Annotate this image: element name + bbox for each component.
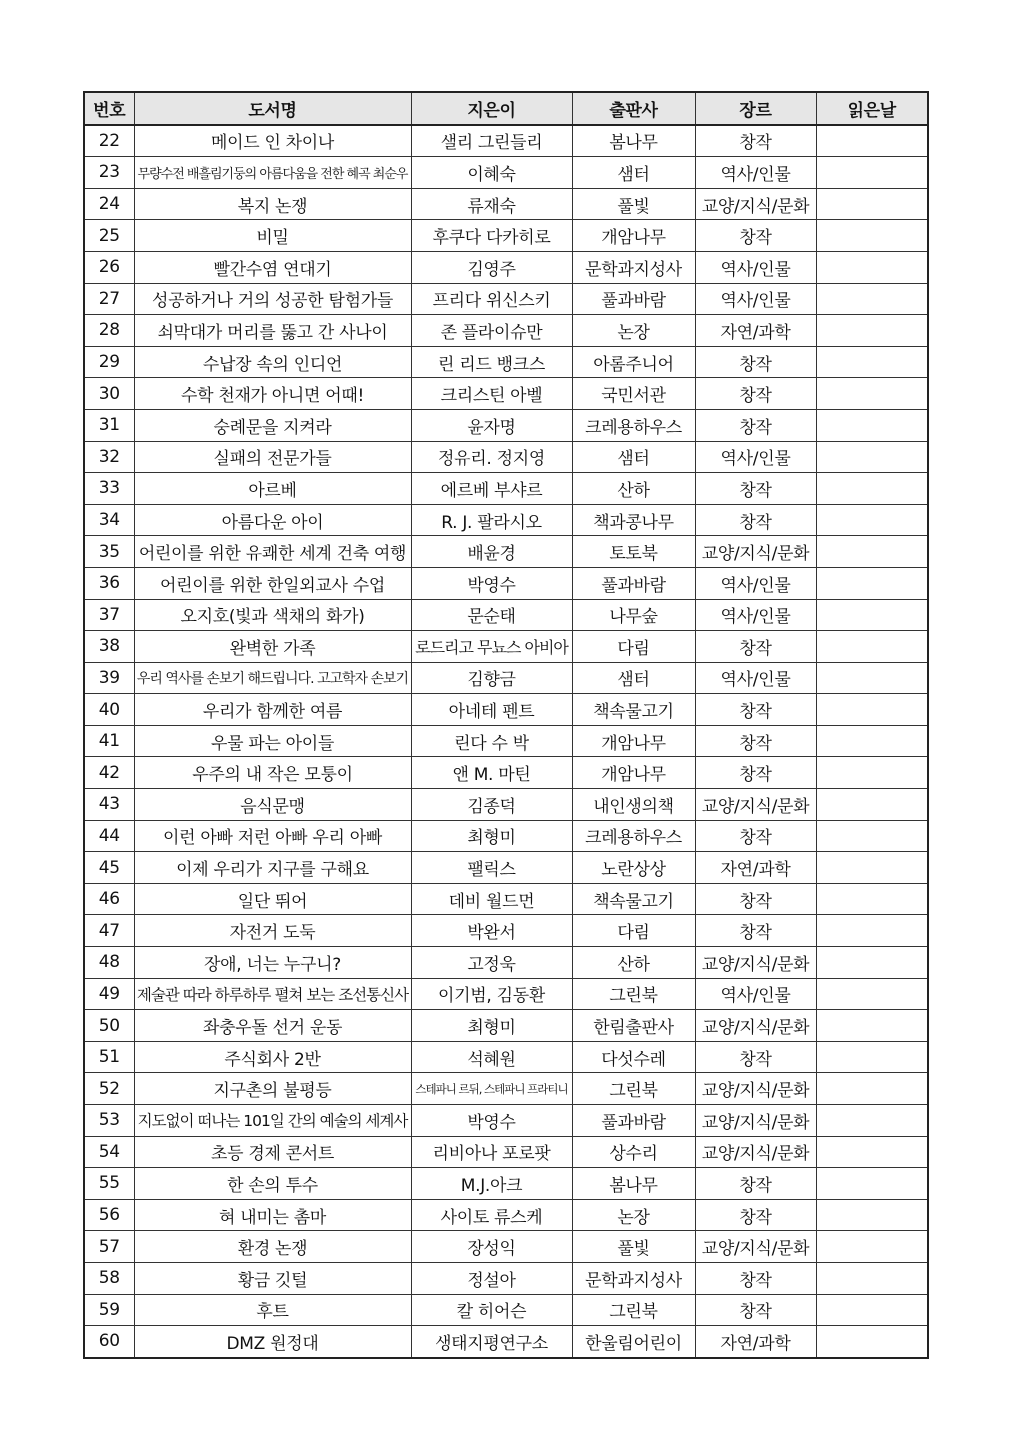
table-row	[84, 378, 928, 410]
cell-publisher: 다림	[572, 915, 695, 947]
cell-genre: 자연/과학	[695, 852, 816, 884]
cell-read-date	[816, 504, 928, 536]
cell-publisher: 그린북	[572, 978, 695, 1010]
table-row	[84, 441, 928, 473]
cell-read-date	[816, 346, 928, 378]
cell-read-date	[816, 631, 928, 663]
cell-author: 최형미	[411, 1010, 572, 1042]
table-row	[84, 567, 928, 599]
cell-number: 33	[84, 473, 134, 505]
cell-author: 박영수	[411, 1105, 572, 1137]
cell-number: 35	[84, 536, 134, 568]
cell-read-date	[816, 536, 928, 568]
cell-number: 38	[84, 631, 134, 663]
cell-number: 52	[84, 1073, 134, 1105]
cell-number: 46	[84, 883, 134, 915]
cell-author: 린다 수 박	[411, 725, 572, 757]
cell-publisher: 책속물고기	[572, 694, 695, 726]
cell-title: 후트	[134, 1294, 411, 1326]
table-row	[84, 883, 928, 915]
cell-publisher: 봄나무	[572, 125, 695, 157]
cell-read-date	[816, 1168, 928, 1200]
cell-publisher: 샘터	[572, 441, 695, 473]
cell-genre: 교양/지식/문화	[695, 188, 816, 220]
cell-publisher: 아롬주니어	[572, 346, 695, 378]
header-publisher: 출판사	[572, 92, 695, 125]
header-read-date: 읽은날	[816, 92, 928, 125]
cell-genre: 역사/인물	[695, 978, 816, 1010]
table-row	[84, 852, 928, 884]
header-author: 지은이	[411, 92, 572, 125]
cell-author: 김종덕	[411, 789, 572, 821]
cell-title: 숭례문을 지켜라	[134, 409, 411, 441]
cell-genre: 창작	[695, 125, 816, 157]
cell-title: 좌충우돌 선거 운동	[134, 1010, 411, 1042]
cell-read-date	[816, 378, 928, 410]
table-row	[84, 789, 928, 821]
cell-read-date	[816, 1294, 928, 1326]
cell-publisher: 그린북	[572, 1073, 695, 1105]
table-row	[84, 125, 928, 157]
cell-author: 류재숙	[411, 188, 572, 220]
cell-author: 최형미	[411, 820, 572, 852]
cell-title: 우주의 내 작은 모퉁이	[134, 757, 411, 789]
cell-read-date	[816, 883, 928, 915]
cell-number: 59	[84, 1294, 134, 1326]
cell-number: 53	[84, 1105, 134, 1137]
cell-author: 후쿠다 다카히로	[411, 220, 572, 252]
cell-author: 사이토 류스케	[411, 1199, 572, 1231]
cell-read-date	[816, 789, 928, 821]
cell-title: 한 손의 투수	[134, 1168, 411, 1200]
cell-title: 무량수전 배흘림기둥의 아름다움을 전한 혜곡 최순우	[134, 157, 411, 189]
cell-read-date	[816, 694, 928, 726]
cell-author: 김영주	[411, 251, 572, 283]
cell-author: 로드리고 무뇨스 아비아	[411, 631, 572, 663]
cell-title: 자전거 도둑	[134, 915, 411, 947]
cell-author: 윤자명	[411, 409, 572, 441]
table-row	[84, 947, 928, 979]
cell-author: 장성익	[411, 1231, 572, 1263]
cell-genre: 창작	[695, 1199, 816, 1231]
cell-publisher: 토토북	[572, 536, 695, 568]
cell-publisher: 논장	[572, 1199, 695, 1231]
cell-number: 43	[84, 789, 134, 821]
cell-genre: 자연/과학	[695, 315, 816, 347]
cell-read-date	[816, 947, 928, 979]
cell-title: 음식문맹	[134, 789, 411, 821]
cell-read-date	[816, 157, 928, 189]
cell-author: M.J.아크	[411, 1168, 572, 1200]
cell-number: 45	[84, 852, 134, 884]
cell-genre: 창작	[695, 1041, 816, 1073]
cell-genre: 창작	[695, 409, 816, 441]
cell-publisher: 크레용하우스	[572, 820, 695, 852]
cell-number: 58	[84, 1262, 134, 1294]
cell-author: 샐리 그린들리	[411, 125, 572, 157]
cell-author: 칼 히어슨	[411, 1294, 572, 1326]
table-row	[84, 251, 928, 283]
cell-author: 아네테 펜트	[411, 694, 572, 726]
cell-publisher: 상수리	[572, 1136, 695, 1168]
cell-publisher: 개암나무	[572, 757, 695, 789]
cell-genre: 창작	[695, 220, 816, 252]
cell-title: 장애, 너는 누구니?	[134, 947, 411, 979]
table-row	[84, 1136, 928, 1168]
cell-title: DMZ 원정대	[134, 1326, 411, 1358]
cell-number: 24	[84, 188, 134, 220]
cell-publisher: 개암나무	[572, 725, 695, 757]
cell-read-date	[816, 1041, 928, 1073]
cell-number: 41	[84, 725, 134, 757]
cell-number: 60	[84, 1326, 134, 1358]
cell-publisher: 문학과지성사	[572, 1262, 695, 1294]
cell-title: 우리가 함께한 여름	[134, 694, 411, 726]
cell-author: 팰릭스	[411, 852, 572, 884]
cell-genre: 창작	[695, 631, 816, 663]
header-number: 번호	[84, 92, 134, 125]
cell-genre: 교양/지식/문화	[695, 536, 816, 568]
cell-read-date	[816, 1199, 928, 1231]
cell-genre: 역사/인물	[695, 441, 816, 473]
cell-title: 복지 논쟁	[134, 188, 411, 220]
cell-number: 30	[84, 378, 134, 410]
header-row	[84, 92, 928, 125]
table-row	[84, 473, 928, 505]
cell-number: 44	[84, 820, 134, 852]
cell-genre: 역사/인물	[695, 662, 816, 694]
cell-genre: 창작	[695, 915, 816, 947]
cell-number: 36	[84, 567, 134, 599]
cell-publisher: 봄나무	[572, 1168, 695, 1200]
cell-title: 비밀	[134, 220, 411, 252]
header-genre: 장르	[695, 92, 816, 125]
table-row	[84, 1199, 928, 1231]
cell-read-date	[816, 251, 928, 283]
table-row	[84, 1262, 928, 1294]
cell-read-date	[816, 1262, 928, 1294]
cell-title: 완벽한 가족	[134, 631, 411, 663]
cell-author: 박영수	[411, 567, 572, 599]
cell-genre: 역사/인물	[695, 251, 816, 283]
cell-read-date	[816, 283, 928, 315]
table-row	[84, 662, 928, 694]
cell-genre: 역사/인물	[695, 567, 816, 599]
cell-author: 존 플라이슈만	[411, 315, 572, 347]
cell-genre: 창작	[695, 757, 816, 789]
cell-publisher: 풀과바람	[572, 1105, 695, 1137]
cell-title: 성공하거나 거의 성공한 탐험가들	[134, 283, 411, 315]
cell-publisher: 풀과바람	[572, 283, 695, 315]
cell-read-date	[816, 1105, 928, 1137]
table-row	[84, 409, 928, 441]
table-row	[84, 631, 928, 663]
cell-genre: 창작	[695, 725, 816, 757]
reading-list-page	[83, 91, 927, 1359]
cell-number: 57	[84, 1231, 134, 1263]
table-row	[84, 1041, 928, 1073]
cell-genre: 교양/지식/문화	[695, 1073, 816, 1105]
table-row	[84, 1294, 928, 1326]
cell-number: 37	[84, 599, 134, 631]
cell-number: 42	[84, 757, 134, 789]
cell-author: R. J. 팔라시오	[411, 504, 572, 536]
cell-genre: 창작	[695, 883, 816, 915]
cell-read-date	[816, 409, 928, 441]
cell-publisher: 내인생의책	[572, 789, 695, 821]
cell-title: 수납장 속의 인디언	[134, 346, 411, 378]
cell-publisher: 다섯수레	[572, 1041, 695, 1073]
table-row	[84, 599, 928, 631]
cell-genre: 교양/지식/문화	[695, 1136, 816, 1168]
cell-genre: 창작	[695, 1294, 816, 1326]
cell-genre: 자연/과학	[695, 1326, 816, 1358]
cell-author: 린 리드 뱅크스	[411, 346, 572, 378]
cell-read-date	[816, 125, 928, 157]
cell-number: 51	[84, 1041, 134, 1073]
table-row	[84, 1010, 928, 1042]
table-row	[84, 346, 928, 378]
cell-title: 주식회사 2반	[134, 1041, 411, 1073]
cell-read-date	[816, 1073, 928, 1105]
cell-publisher: 논장	[572, 315, 695, 347]
cell-title: 지구촌의 불평등	[134, 1073, 411, 1105]
table-row	[84, 725, 928, 757]
cell-number: 40	[84, 694, 134, 726]
cell-title: 지도없이 떠나는 101일 간의 예술의 세계사	[134, 1105, 411, 1137]
cell-publisher: 다림	[572, 631, 695, 663]
cell-title: 초등 경제 콘서트	[134, 1136, 411, 1168]
reading-list-table	[83, 91, 929, 1359]
cell-author: 이혜숙	[411, 157, 572, 189]
cell-author: 리비아나 포로팟	[411, 1136, 572, 1168]
cell-author: 스테파니 르뒤, 스테파니 프라티니	[411, 1073, 572, 1105]
cell-publisher: 책속물고기	[572, 883, 695, 915]
cell-author: 박완서	[411, 915, 572, 947]
cell-number: 27	[84, 283, 134, 315]
table-row	[84, 1231, 928, 1263]
table-row	[84, 1073, 928, 1105]
table-row	[84, 283, 928, 315]
cell-title: 실패의 전문가들	[134, 441, 411, 473]
cell-publisher: 노란상상	[572, 852, 695, 884]
cell-publisher: 책과콩나무	[572, 504, 695, 536]
cell-genre: 창작	[695, 504, 816, 536]
cell-read-date	[816, 473, 928, 505]
table-row	[84, 188, 928, 220]
cell-publisher: 그린북	[572, 1294, 695, 1326]
cell-read-date	[816, 220, 928, 252]
cell-number: 48	[84, 947, 134, 979]
table-row	[84, 1326, 928, 1358]
cell-number: 22	[84, 125, 134, 157]
cell-read-date	[816, 1326, 928, 1358]
cell-genre: 교양/지식/문화	[695, 947, 816, 979]
cell-genre: 창작	[695, 378, 816, 410]
cell-number: 23	[84, 157, 134, 189]
cell-title: 우물 파는 아이들	[134, 725, 411, 757]
cell-number: 25	[84, 220, 134, 252]
cell-author: 앤 M. 마틴	[411, 757, 572, 789]
cell-title: 어린이를 위한 유쾌한 세계 건축 여행	[134, 536, 411, 568]
table-row	[84, 915, 928, 947]
cell-number: 39	[84, 662, 134, 694]
cell-number: 28	[84, 315, 134, 347]
table-row	[84, 157, 928, 189]
cell-title: 이제 우리가 지구를 구해요	[134, 852, 411, 884]
cell-number: 54	[84, 1136, 134, 1168]
cell-read-date	[816, 599, 928, 631]
cell-author: 생태지평연구소	[411, 1326, 572, 1358]
cell-number: 50	[84, 1010, 134, 1042]
cell-number: 32	[84, 441, 134, 473]
cell-publisher: 국민서관	[572, 378, 695, 410]
cell-author: 데비 월드먼	[411, 883, 572, 915]
cell-genre: 창작	[695, 1168, 816, 1200]
cell-read-date	[816, 1136, 928, 1168]
table-row	[84, 820, 928, 852]
cell-read-date	[816, 915, 928, 947]
table-row	[84, 978, 928, 1010]
cell-title: 어린이를 위한 한일외교사 수업	[134, 567, 411, 599]
cell-publisher: 크레용하우스	[572, 409, 695, 441]
cell-publisher: 샘터	[572, 157, 695, 189]
cell-genre: 교양/지식/문화	[695, 1231, 816, 1263]
cell-number: 55	[84, 1168, 134, 1200]
cell-publisher: 한울림어린이	[572, 1326, 695, 1358]
cell-author: 배윤경	[411, 536, 572, 568]
table-row	[84, 504, 928, 536]
cell-publisher: 산하	[572, 947, 695, 979]
cell-read-date	[816, 978, 928, 1010]
cell-title: 이런 아빠 저런 아빠 우리 아빠	[134, 820, 411, 852]
cell-read-date	[816, 188, 928, 220]
table-row	[84, 315, 928, 347]
cell-genre: 역사/인물	[695, 599, 816, 631]
cell-genre: 창작	[695, 694, 816, 726]
header-title: 도서명	[134, 92, 411, 125]
cell-author: 에르베 부샤르	[411, 473, 572, 505]
cell-genre: 창작	[695, 473, 816, 505]
cell-title: 황금 깃털	[134, 1262, 411, 1294]
cell-title: 오지호(빛과 색채의 화가)	[134, 599, 411, 631]
cell-number: 34	[84, 504, 134, 536]
cell-genre: 역사/인물	[695, 157, 816, 189]
cell-title: 아름다운 아이	[134, 504, 411, 536]
cell-number: 29	[84, 346, 134, 378]
cell-read-date	[816, 820, 928, 852]
cell-author: 크리스틴 아벨	[411, 378, 572, 410]
cell-title: 환경 논쟁	[134, 1231, 411, 1263]
cell-genre: 창작	[695, 1262, 816, 1294]
cell-title: 아르베	[134, 473, 411, 505]
cell-read-date	[816, 757, 928, 789]
cell-title: 쇠막대가 머리를 뚫고 간 사나이	[134, 315, 411, 347]
cell-genre: 교양/지식/문화	[695, 789, 816, 821]
cell-title: 제술관 따라 하루하루 펼쳐 보는 조선통신사	[134, 978, 411, 1010]
cell-author: 문순태	[411, 599, 572, 631]
cell-author: 이기범, 김동환	[411, 978, 572, 1010]
cell-read-date	[816, 1231, 928, 1263]
cell-number: 47	[84, 915, 134, 947]
cell-author: 정유리. 정지영	[411, 441, 572, 473]
cell-read-date	[816, 1010, 928, 1042]
cell-title: 메이드 인 차이나	[134, 125, 411, 157]
table-row	[84, 536, 928, 568]
cell-read-date	[816, 441, 928, 473]
cell-title: 빨간수염 연대기	[134, 251, 411, 283]
cell-author: 석혜원	[411, 1041, 572, 1073]
cell-read-date	[816, 852, 928, 884]
cell-publisher: 개암나무	[572, 220, 695, 252]
cell-number: 56	[84, 1199, 134, 1231]
table-row	[84, 1105, 928, 1137]
cell-number: 26	[84, 251, 134, 283]
cell-author: 고정욱	[411, 947, 572, 979]
cell-read-date	[816, 315, 928, 347]
table-row	[84, 220, 928, 252]
cell-number: 49	[84, 978, 134, 1010]
cell-genre: 창작	[695, 820, 816, 852]
cell-genre: 교양/지식/문화	[695, 1105, 816, 1137]
cell-publisher: 산하	[572, 473, 695, 505]
table-row	[84, 1168, 928, 1200]
cell-publisher: 한림출판사	[572, 1010, 695, 1042]
cell-publisher: 풀과바람	[572, 567, 695, 599]
cell-title: 일단 뛰어	[134, 883, 411, 915]
cell-title: 수학 천재가 아니면 어때!	[134, 378, 411, 410]
cell-title: 우리 역사를 손보기 해드립니다. 고고학자 손보기	[134, 662, 411, 694]
cell-genre: 교양/지식/문화	[695, 1010, 816, 1042]
cell-genre: 역사/인물	[695, 283, 816, 315]
cell-author: 김향금	[411, 662, 572, 694]
cell-publisher: 풀빛	[572, 1231, 695, 1263]
cell-number: 31	[84, 409, 134, 441]
cell-title: 혀 내미는 촘마	[134, 1199, 411, 1231]
cell-publisher: 풀빛	[572, 188, 695, 220]
cell-author: 프리다 위신스키	[411, 283, 572, 315]
cell-publisher: 샘터	[572, 662, 695, 694]
cell-publisher: 문학과지성사	[572, 251, 695, 283]
cell-genre: 창작	[695, 346, 816, 378]
table-row	[84, 757, 928, 789]
cell-read-date	[816, 567, 928, 599]
cell-read-date	[816, 725, 928, 757]
cell-read-date	[816, 662, 928, 694]
table-row	[84, 694, 928, 726]
cell-author: 정설아	[411, 1262, 572, 1294]
cell-publisher: 나무숲	[572, 599, 695, 631]
